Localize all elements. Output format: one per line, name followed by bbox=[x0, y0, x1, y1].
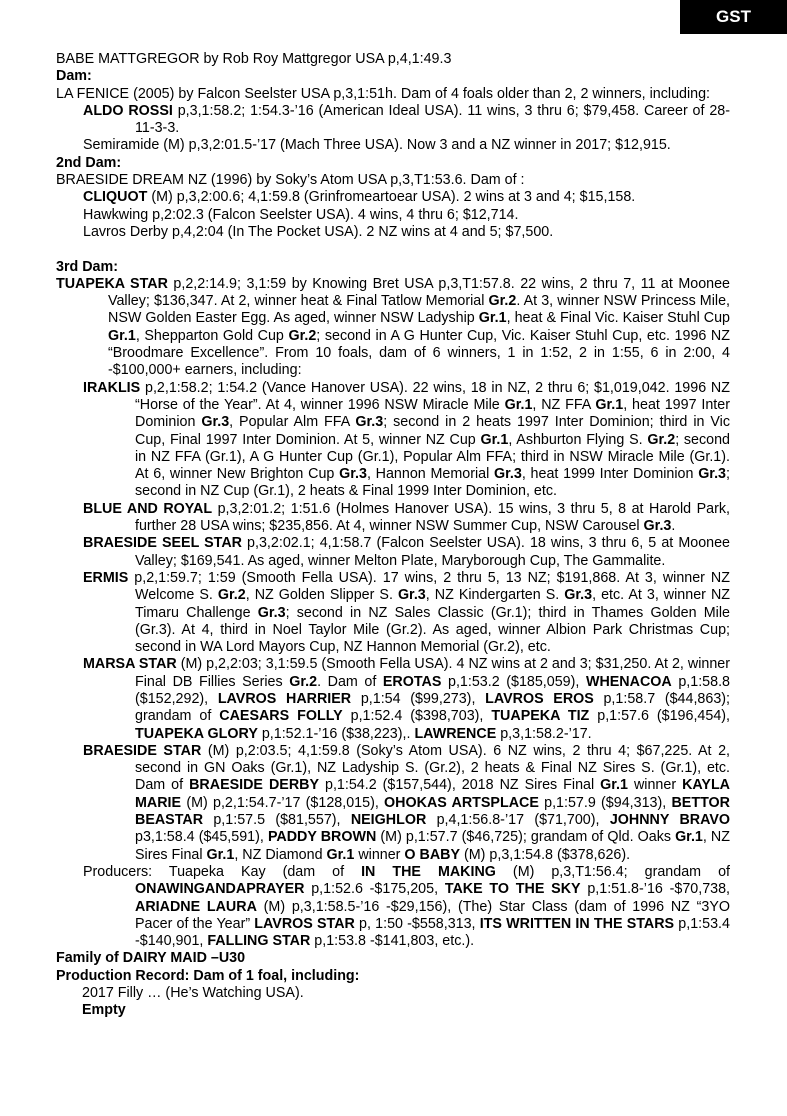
empty-entry: Empty bbox=[82, 1002, 126, 1019]
family-line: Family of DAIRY MAID –U30 bbox=[56, 950, 246, 967]
dam-heading: Dam: bbox=[56, 68, 92, 85]
gst-tab-label: GST bbox=[716, 7, 751, 26]
second-dam-intro: BRAESIDE DREAM NZ (1996) by Soky’s Atom USA p,3,T1:53.6. Dam of : bbox=[56, 172, 525, 189]
hawkwing-entry: Hawkwing p,2:02.3 (Falcon Seelster USA). 4 wins, 4 thru 6; $12,714. bbox=[83, 206, 519, 223]
cliquot-entry: CLIQUOT (M) p,3,2:00.6; 4,1:59.8 (Grinfromeartoear USA). 2 wins at 3 and 4; $15,158. bbox=[83, 189, 636, 206]
filly-entry: 2017 Filly … (He’s Watching USA). bbox=[82, 985, 304, 1002]
lavros-derby-entry: Lavros Derby p,4,2:04 (In The Pocket USA). 2 NZ wins at 4 and 5; $7,500. bbox=[83, 223, 554, 240]
tuapeka-star-entry: TUAPEKA STAR p,2,2:14.9; 3,1:59 by Knowing Bret USA p,3,T1:57.8. 22 wins, 2 thru 7, 11 at Moonee Valley; $136,347. At 2, winner heat & Final Tatlow Memorial Gr.2. At 3, winner NSW Princess Mile, NSW Golden Easter Egg. As aged, winner NSW Ladyship Gr.1, heat & Final Vic. Kaiser Stuhl Cup Gr.1, Shepparton Gold Cup Gr.2; second in A G Hunter Cup, Vic. Kaiser Stuhl Cup, etc. 1996 NZ “Broodmare Excellence”. From 10 foals, dam of 6 winners, 1 in 1:52, 2 in 1:55, 6 in 2:00, 4 -$100,000+ earners, including: bbox=[56, 275, 731, 379]
ermis-entry: ERMIS p,2,1:59.7; 1:59 (Smooth Fella USA). 17 wins, 2 thru 5, 13 NZ; $191,868. At 3, winner NZ Welcome S. Gr.2, NZ Golden Slipper S. Gr.3, NZ Kindergarten S. Gr.3, etc. At 3, winner NZ Timaru Challenge Gr.3; second in NZ Sales Classic (Gr.1); third in Thames Golden Mile (Gr.3). At 4, third in Noel Taylor Mile (Gr.2). As aged, winner Albion Park Christmas Cup; second in WA Lord Mayors Cup, NZ Hannon Memorial (Gr.2), etc. bbox=[83, 569, 730, 656]
producers-entry: Producers: Tuapeka Kay (dam of IN THE MAKING (M) p,3,T1:56.4; grandam of ONAWINGANDAPRAYER p,1:52.6 -$175,205, TAKE TO THE SKY p,1:51.8-’16 -$70,738, ARIADNE LAURA (M) p,3,1:58.5-’16 -$29,156), (The) Star Class (dam of 1996 NZ “3YO Pacer of the Year” LAVROS STAR p, 1:50 -$558,313, ITS WRITTEN IN THE STARS p,1:53.4 -$140,901, FALLING STAR p,1:53.8 -$141,803, etc.). bbox=[83, 863, 731, 950]
pedigree-document bbox=[56, 51, 730, 1020]
third-dam-heading: 3rd Dam: bbox=[56, 258, 118, 275]
semiramide-entry: Semiramide (M) p,3,2:01.5-’17 (Mach Three USA). Now 3 and a NZ winner in 2017; $12,915. bbox=[83, 137, 671, 154]
production-heading: Production Record: Dam of 1 foal, including: bbox=[56, 967, 360, 984]
sire-line: BABE MATTGREGOR by Rob Roy Mattgregor USA p,4,1:49.3 bbox=[56, 51, 452, 67]
braeside-star-entry: BRAESIDE STAR (M) p,2:03.5; 4,1:59.8 (Soky’s Atom USA). 6 NZ wins, 2 thru 4; $67,225. At 2, second in GN Oaks (Gr.1), NZ Ladyship S. (Gr.2), 2 heats & Final NZ Sires S. (Gr.1), etc. Dam of BRAESIDE DERBY p,1:54.2 ($157,544), 2018 NZ Sires Final Gr.1 winner KAYLA MARIE (M) p,2,1:54.7-’17 ($128,015), OHOKAS ARTSPLACE p,1:57.9 ($94,313), BETTOR BEASTAR p,1:57.5 ($81,557), NEIGHLOR p,4,1:56.8-’17 ($71,700), JOHNNY BRAVO p3,1:58.4 ($45,591), PADDY BROWN (M) p,1:57.7 ($46,725); grandam of Qld. Oaks Gr.1, NZ Sires Final Gr.1, NZ Diamond Gr.1 winner O BABY (M) p,3,1:54.8 ($378,626). bbox=[83, 742, 731, 863]
dam-intro: LA FENICE (2005) by Falcon Seelster USA p,3,1:51h. Dam of 4 foals older than 2, 2 winners, including: bbox=[56, 85, 711, 102]
marsa-star-entry: MARSA STAR (M) p,2,2:03; 3,1:59.5 (Smooth Fella USA). 4 NZ wins at 2 and 3; $31,250. At 2, winner Final DB Fillies Series Gr.2. Dam of EROTAS p,1:53.2 ($185,059), WHENACOA p,1:58.8 ($152,292), LAVROS HARRIER p,1:54 ($99,273), LAVROS EROS p,1:58.7 ($44,863); grandam of CAESARS FOLLY p,1:52.4 ($398,703), TUAPEKA TIZ p,1:57.6 ($196,454), TUAPEKA GLORY p,1:52.1-’16 ($38,223),. LAWRENCE p,3,1:58.2-’17. bbox=[83, 656, 731, 742]
braeside-seel-star-entry: BRAESIDE SEEL STAR p,3,2:02.1; 4,1:58.7 (Falcon Seelster USA). 18 wins, 3 thru 6, 5 at Moonee Valley; $169,541. As aged, winner Melton Plate, Maryborough Cup, The Gammalite. bbox=[83, 535, 731, 569]
iraklis-entry: IRAKLIS p,2,1:58.2; 1:54.2 (Vance Hanover USA). 22 wins, 18 in NZ, 2 thru 6; $1,019,042. 1996 NZ “Horse of the Year”. At 4, winner 1996 NSW Miracle Mile Gr.1, NZ FFA Gr.1, heat 1997 Inter Dominion Gr.3, Popular Alm FFA Gr.3; second in 2 heats 1997 Inter Dominion; third in Vic Cup, Final 1997 Inter Dominion. At 5, winner NZ Cup Gr.1, Ashburton Flying S. Gr.2; second in NZ FFA (Gr.1), A G Hunter Cup (Gr.1), Popular Alm FFA; third in NSW Miracle Mile (Gr.1). At 6, winner New Brighton Cup Gr.3, Hannon Memorial Gr.3, heat 1999 Inter Dominion Gr.3; second in NZ Cup (Gr.1), 2 heats & Final 1999 Inter Dominion, etc. bbox=[83, 379, 731, 500]
aldo-rossi-entry: ALDO ROSSI p,3,1:58.2; 1:54.3-’16 (American Ideal USA). 11 wins, 3 thru 6; $79,458. Career of 28-11-3-3. bbox=[83, 102, 730, 137]
spacer bbox=[56, 241, 730, 258]
gst-tab bbox=[680, 0, 787, 34]
blue-and-royal-entry: BLUE AND ROYAL p,3,2:01.2; 1:51.6 (Holmes Hanover USA). 15 wins, 3 thru 5, 8 at Harold Park, further 28 USA wins; $235,856. At 4, winner NSW Summer Cup, NSW Carousel Gr.3. bbox=[83, 500, 730, 535]
second-dam-heading: 2nd Dam: bbox=[56, 154, 122, 171]
